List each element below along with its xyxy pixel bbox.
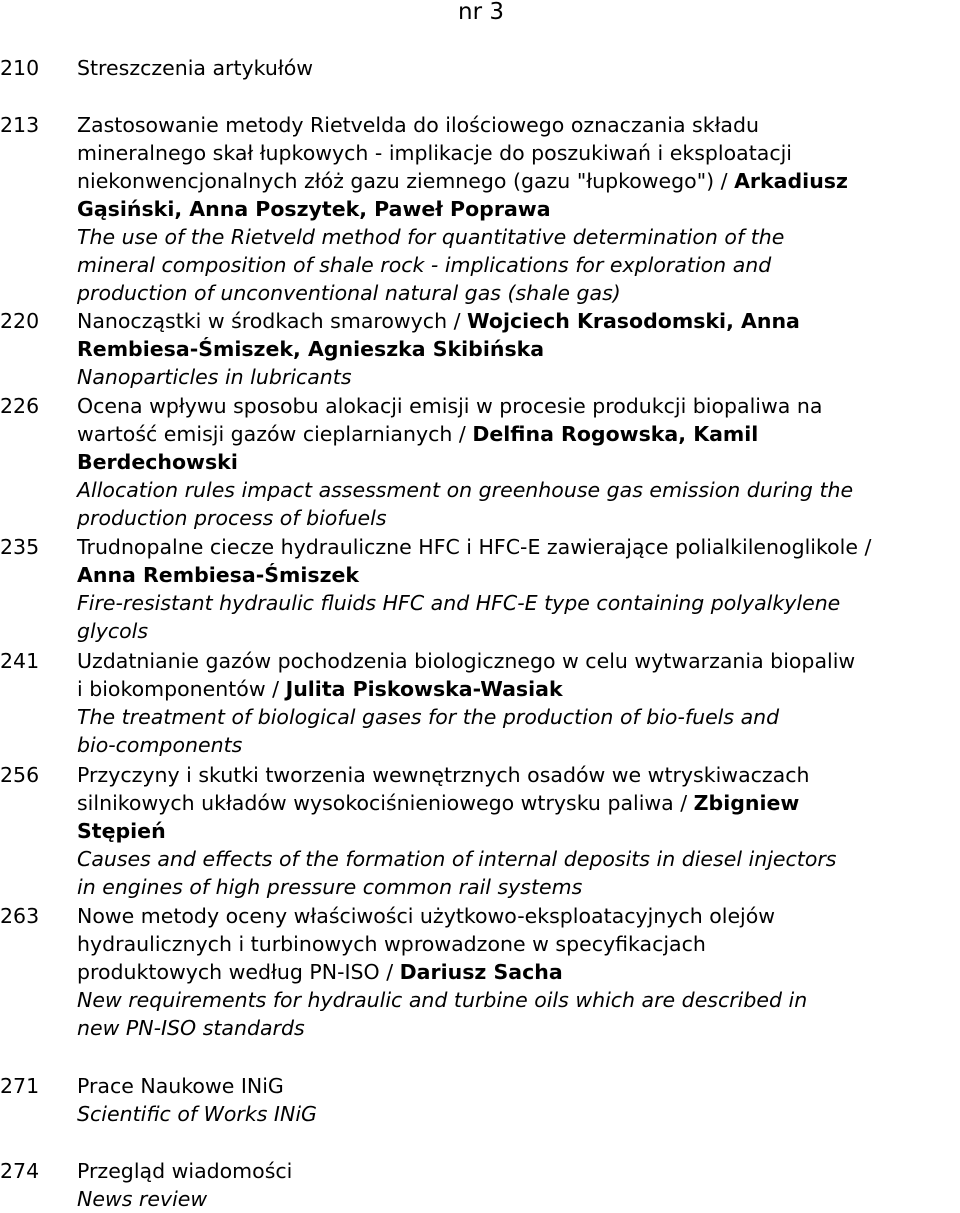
entry-body — [77, 54, 960, 82]
page-number: 235 — [0, 535, 40, 559]
entry-title-pl-line: Nanocząstki w środkach smarowych / Wojciech Krasodomski, Anna — [77, 309, 800, 333]
entry-body — [77, 392, 960, 532]
page-number: 263 — [0, 904, 40, 928]
entry-title-en-line: in engines of high pressure common rail systems — [77, 875, 583, 899]
entry-body — [77, 533, 960, 645]
entry-body — [77, 761, 960, 901]
entry-title-pl-line: mineralnego skał łupkowych - implikacje do poszukiwań i eksploatacji — [77, 141, 792, 165]
entry-body — [77, 307, 960, 391]
entry-title-en-line: bio-components — [77, 733, 243, 757]
entry-title-pl-line: niekonwencjonalnych złóż gazu ziemnego (gazu "łupkowego") / Arkadiusz — [77, 169, 848, 193]
entry-title-pl: Streszczenia artykułów — [77, 56, 314, 80]
entry-title-en-line: The use of the Rietveld method for quantitative determination of the — [77, 225, 785, 249]
entry-authors: Berdechowski — [77, 450, 238, 474]
entry-authors: Anna Rembiesa-Śmiszek — [77, 563, 360, 587]
issue-number: nr 3 — [458, 0, 504, 25]
entry-title-en-line: The treatment of biological gases for the production of bio-fuels and — [77, 705, 780, 729]
entry-authors: Gąsiński, Anna Poszytek, Paweł Poprawa — [77, 197, 551, 221]
entry-title-en-line: Nanoparticles in lubricants — [77, 365, 352, 389]
entry-title-en-line: New requirements for hydraulic and turbine oils which are described in — [77, 988, 808, 1012]
entry-authors: Dariusz Sacha — [399, 960, 563, 984]
page-number: 226 — [0, 394, 40, 418]
entry-title-pl-line: produktowych według PN-ISO / Dariusz Sacha — [77, 960, 563, 984]
entry-authors: Delfina Rogowska, Kamil — [472, 422, 759, 446]
entry-body — [77, 1157, 960, 1213]
entry-title-pl-line: hydraulicznych i turbinowych wprowadzone w specyfikacjach — [77, 932, 706, 956]
entry-body — [77, 902, 960, 1042]
entry-title-pl-line: wartość emisji gazów cieplarnianych / Delfina Rogowska, Kamil — [77, 422, 759, 446]
entry-authors: Stępień — [77, 819, 166, 843]
entry-title-en: Scientific of Works INiG — [77, 1102, 317, 1126]
entry-body — [77, 1072, 960, 1128]
entry-authors: Julita Piskowska-Wasiak — [285, 677, 563, 701]
entry-title-en-line: new PN-ISO standards — [77, 1016, 305, 1040]
entry-title-pl-line: Uzdatnianie gazów pochodzenia biologicznego w celu wytwarzania biopaliw — [77, 649, 856, 673]
entry-title-pl-line: Nowe metody oceny właściwości użytkowo-eksploatacyjnych olejów — [77, 904, 776, 928]
entry-authors: Zbigniew — [693, 791, 800, 815]
entry-authors: Rembiesa-Śmiszek, Agnieszka Skibińska — [77, 337, 545, 361]
entry-title-en-line: glycols — [77, 619, 149, 643]
entry-authors: Arkadiusz — [734, 169, 848, 193]
entry-title-pl: Prace Naukowe INiG — [77, 1074, 284, 1098]
entry-title-pl: Przegląd wiadomości — [77, 1159, 293, 1183]
entry-title-en-line: Fire-resistant hydraulic fluids HFC and HFC-E type containing polyalkylene — [77, 591, 841, 615]
entry-title-pl-line: silnikowych układów wysokociśnieniowego wtrysku paliwa / Zbigniew — [77, 791, 800, 815]
entry-authors: Wojciech Krasodomski, Anna — [467, 309, 800, 333]
entry-title-pl-line: Trudnopalne ciecze hydrauliczne HFC i HFC-E zawierające polialkilenoglikole / — [77, 535, 872, 559]
page-number: 213 — [0, 113, 40, 137]
entry-title-en-line: Causes and effects of the formation of internal deposits in diesel injectors — [77, 847, 837, 871]
entry-body — [77, 647, 960, 759]
page-number: 256 — [0, 763, 40, 787]
entry-title-en: News review — [77, 1187, 208, 1211]
entry-title-en-line: Allocation rules impact assessment on greenhouse gas emission during the — [77, 478, 854, 502]
page-number: 220 — [0, 309, 40, 333]
page-number: 274 — [0, 1159, 40, 1183]
entry-title-pl-line: Przyczyny i skutki tworzenia wewnętrznych osadów we wtryskiwaczach — [77, 763, 810, 787]
page-number: 271 — [0, 1074, 40, 1098]
entry-title-pl-line: i biokomponentów / Julita Piskowska-Wasiak — [77, 677, 563, 701]
entry-title-pl-line: Ocena wpływu sposobu alokacji emisji w procesie produkcji biopaliwa na — [77, 394, 823, 418]
page-number: 210 — [0, 56, 40, 80]
page-number: 241 — [0, 649, 40, 673]
entry-title-en-line: mineral composition of shale rock - implications for exploration and — [77, 253, 772, 277]
entry-title-en-line: production of unconventional natural gas (shale gas) — [77, 281, 621, 305]
entry-title-en-line: production process of biofuels — [77, 506, 387, 530]
entry-body — [77, 111, 960, 307]
entry-title-pl-line: Zastosowanie metody Rietvelda do ilościowego oznaczania składu — [77, 113, 759, 137]
